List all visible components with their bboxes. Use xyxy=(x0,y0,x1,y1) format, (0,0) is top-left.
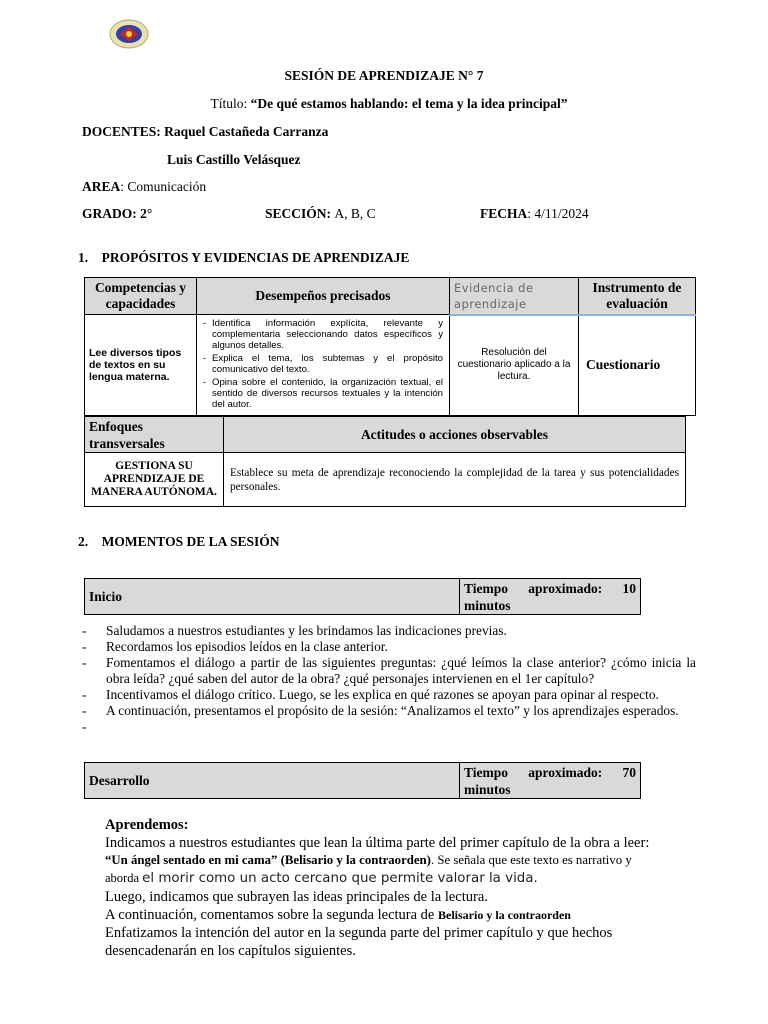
col-competencias: Competencias y capacidades xyxy=(85,278,197,315)
instrumento-cell: Cuestionario xyxy=(579,315,696,416)
competencia-cell: Lee diversos tipos de textos en su lengua materna. xyxy=(85,315,197,416)
seccion-label: SECCIÓN: xyxy=(265,206,332,221)
aprendemos-block xyxy=(105,816,705,960)
fecha-label: FECHA xyxy=(480,206,528,221)
seccion-value: A, B, C xyxy=(334,206,376,221)
session-title: SESIÓN DE APRENDIZAJE N° 7 xyxy=(284,68,484,83)
propositos-table xyxy=(84,277,696,416)
session-subtitle xyxy=(0,96,768,112)
aprendemos-line3: aborda el morir como un acto cercano que permite valorar la vida. xyxy=(105,871,538,886)
section1-heading: 1. PROPÓSITOS Y EVIDENCIAS DE APRENDIZAJE xyxy=(78,250,410,265)
area-label: AREA xyxy=(82,179,121,194)
title-value: “De qué estamos hablando: el tema y la idea principal” xyxy=(250,96,568,111)
enfoques-table xyxy=(84,416,686,507)
docente-1: Raquel Castañeda Carranza xyxy=(164,124,329,139)
col-desempenos: Desempeños precisados xyxy=(197,278,450,315)
inicio-list xyxy=(80,623,696,735)
area-line xyxy=(82,179,206,195)
col-instrumento: Instrumento de evaluación xyxy=(579,278,696,315)
col-enfoques: Enfoques transversales xyxy=(85,417,224,453)
inicio-tiempo: Tiempo aproximado: 10 minutos xyxy=(460,579,641,615)
school-logo-icon xyxy=(108,14,150,54)
desempenos-cell xyxy=(197,315,450,416)
desempeno-item: - Identifica información explícita, relevante y complementaria seleccionando datos específicos y algunos detalles. xyxy=(203,318,443,351)
desarrollo-tiempo: Tiempo aproximado: 70 minutos xyxy=(460,763,641,799)
list-item: - xyxy=(82,719,87,734)
aprendemos-line5: A continuación, comentamos sobre la segunda lectura de Belisario y la contraorden xyxy=(105,907,571,923)
desarrollo-label: Desarrollo xyxy=(85,763,460,799)
desempenos-list xyxy=(203,318,443,410)
inicio-label: Inicio xyxy=(85,579,460,615)
evidencia-cell: Resolución del cuestionario aplicado a la lectura. xyxy=(450,315,579,416)
section2-heading: 2. MOMENTOS DE LA SESIÓN xyxy=(78,534,280,549)
aprendemos-line6: Enfatizamos la intención del autor en la segunda parte del primer capítulo y que hechos desencadenarán en los capítulos siguientes. xyxy=(105,925,613,959)
docentes-label: DOCENTES: xyxy=(82,124,161,139)
desempeno-item: - Explica el tema, los subtemas y el propósito comunicativo del texto. xyxy=(203,353,443,375)
fecha-value: : 4/11/2024 xyxy=(527,206,589,221)
aprendemos-line1: Indicamos a nuestros estudiantes que lean la última parte del primer capítulo de la obra a leer: xyxy=(105,835,650,851)
enfoque-cell: GESTIONA SU APRENDIZAJE DE MANERA AUTÓNOMA. xyxy=(85,453,224,507)
area-value: : Comunicación xyxy=(120,179,207,194)
title-label: Título: xyxy=(210,96,248,111)
list-item: - Saludamos a nuestros estudiantes y les brindamos las indicaciones previas. xyxy=(82,623,507,638)
reading-title: “Un ángel sentado en mi cama” (Belisario y la contraorden) xyxy=(105,853,431,867)
list-item: - Recordamos los episodios leídos en la clase anterior. xyxy=(82,639,388,654)
fecha-line xyxy=(480,206,589,222)
actitud-cell: Establece su meta de aprendizaje reconociendo la complejidad de la tarea y sus potencialidades personales. xyxy=(224,453,686,507)
docentes-line xyxy=(82,124,328,140)
aprendemos-heading: Aprendemos: xyxy=(105,817,189,833)
aprendemos-line4: Luego, indicamos que subrayen las ideas principales de la lectura. xyxy=(105,889,488,905)
desarrollo-table xyxy=(84,762,641,799)
grado-label: GRADO: 2° xyxy=(82,206,153,221)
inicio-table xyxy=(84,578,641,615)
list-item: - Incentivamos el diálogo crítico. Luego, se les explica en qué razones se apoyan para opinar al respecto. xyxy=(82,687,659,702)
col-evidencia: Evidencia de aprendizaje xyxy=(450,278,579,315)
list-item: - A continuación, presentamos el propósito de la sesión: “Analizamos el texto” y los aprendizajes esperados. xyxy=(82,703,679,718)
aprendemos-line2: “Un ángel sentado en mi cama” (Belisario y la contraorden). Se señala que este texto es narrativo y xyxy=(105,853,632,867)
desempeno-item: - Opina sobre el contenido, la organización textual, el sentido de diversos recursos textuales y la intención del autor. xyxy=(203,377,443,410)
seccion-line xyxy=(265,206,376,222)
col-actitudes: Actitudes o acciones observables xyxy=(224,417,686,453)
docente-2: Luis Castillo Velásquez xyxy=(167,152,301,167)
list-item: - Fomentamos el diálogo a partir de las siguientes preguntas: ¿qué leímos la clase anterior? ¿cómo inicia la obra leída? ¿qué saben del autor de la obra? ¿qué personajes intervienen en el 1er capítulo? xyxy=(82,655,696,686)
